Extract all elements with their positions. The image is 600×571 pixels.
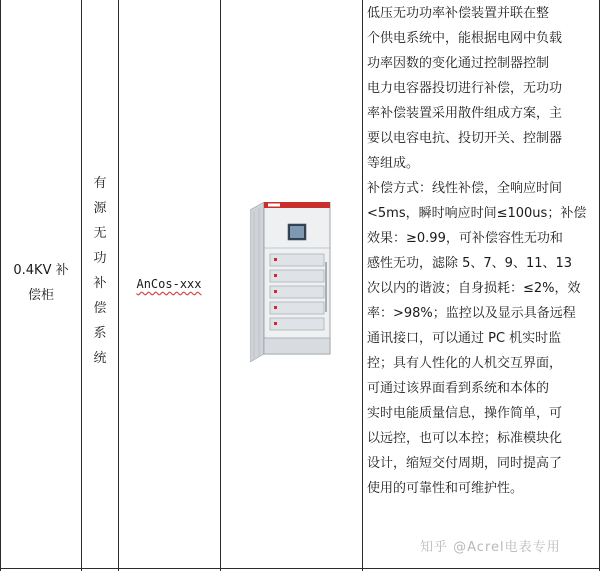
description-line: 控；具有人性化的人机交互界面， [367, 356, 563, 371]
table-column-divider [118, 0, 119, 571]
cabinet-type-cell [6, 258, 76, 308]
description-line: 功率因数的变化通过控制器控制 [367, 56, 550, 71]
category-char: 系 [93, 326, 107, 341]
model-number: AnCos-xxx [136, 277, 202, 291]
description-line: 设计，缩短交付周期，同时提高了 [367, 456, 563, 471]
category-char: 有 [93, 176, 107, 191]
description-line: 率补偿装置采用散件组成方案，主 [367, 106, 563, 121]
category-char: 补 [93, 276, 107, 291]
table-border-left [0, 0, 1, 571]
model-cell [120, 276, 218, 293]
description-line: 效果：≥0.99，可补偿容性无功和 [367, 231, 563, 246]
table-column-divider [220, 0, 221, 571]
watermark: 知乎 @Acrel电表专用 [420, 540, 561, 555]
description-line: 感性无功，滤除 5、7、9、11、13 [367, 256, 573, 271]
description-line: 次以内的谐波；自身损耗：≤2%，效 [367, 281, 581, 296]
category-char: 功 [93, 251, 107, 266]
description-line: 等组成。 [367, 156, 420, 171]
description-line: 实时电能质量信息，操作简单，可 [367, 406, 563, 421]
description-line: 电力电容器投切进行补偿，无功功 [367, 81, 563, 96]
category-char: 无 [93, 226, 107, 241]
description-line: 使用的可靠性和可维护性。 [367, 481, 524, 496]
description-line: 个供电系统中，能根据电网中负载 [367, 31, 563, 46]
description-line: 低压无功功率补偿装置并联在整 [367, 6, 550, 21]
category-char: 源 [93, 201, 107, 216]
table-column-divider [362, 0, 363, 571]
category-char: 偿 [93, 301, 107, 316]
description-line: 以远控，也可以本控；标准模块化 [367, 431, 563, 446]
description-line: 可通过该界面看到系统和本体的 [367, 381, 550, 396]
cabinet-type-line: 偿柜 [27, 288, 54, 303]
cabinet-type-line: 0.4KV 补 [13, 263, 69, 278]
description-line: 补偿方式：线性补偿，全响应时间 [367, 181, 563, 196]
table-border-bottom [0, 568, 600, 569]
description-line: 通讯接口，可以通过 PC 机实时监 [367, 331, 562, 346]
description-line: 率：>98%；监控以及显示具备远程 [367, 306, 576, 321]
cabinet-product-image [250, 202, 336, 362]
table-column-divider [81, 0, 82, 571]
description-line: 要以电容电抗、投切开关、控制器 [367, 131, 563, 146]
description-line: <5ms，瞬时响应时间≤100us；补偿 [367, 206, 587, 221]
system-category-cell [86, 171, 114, 371]
category-char: 统 [93, 351, 107, 366]
description-cell [367, 0, 595, 501]
